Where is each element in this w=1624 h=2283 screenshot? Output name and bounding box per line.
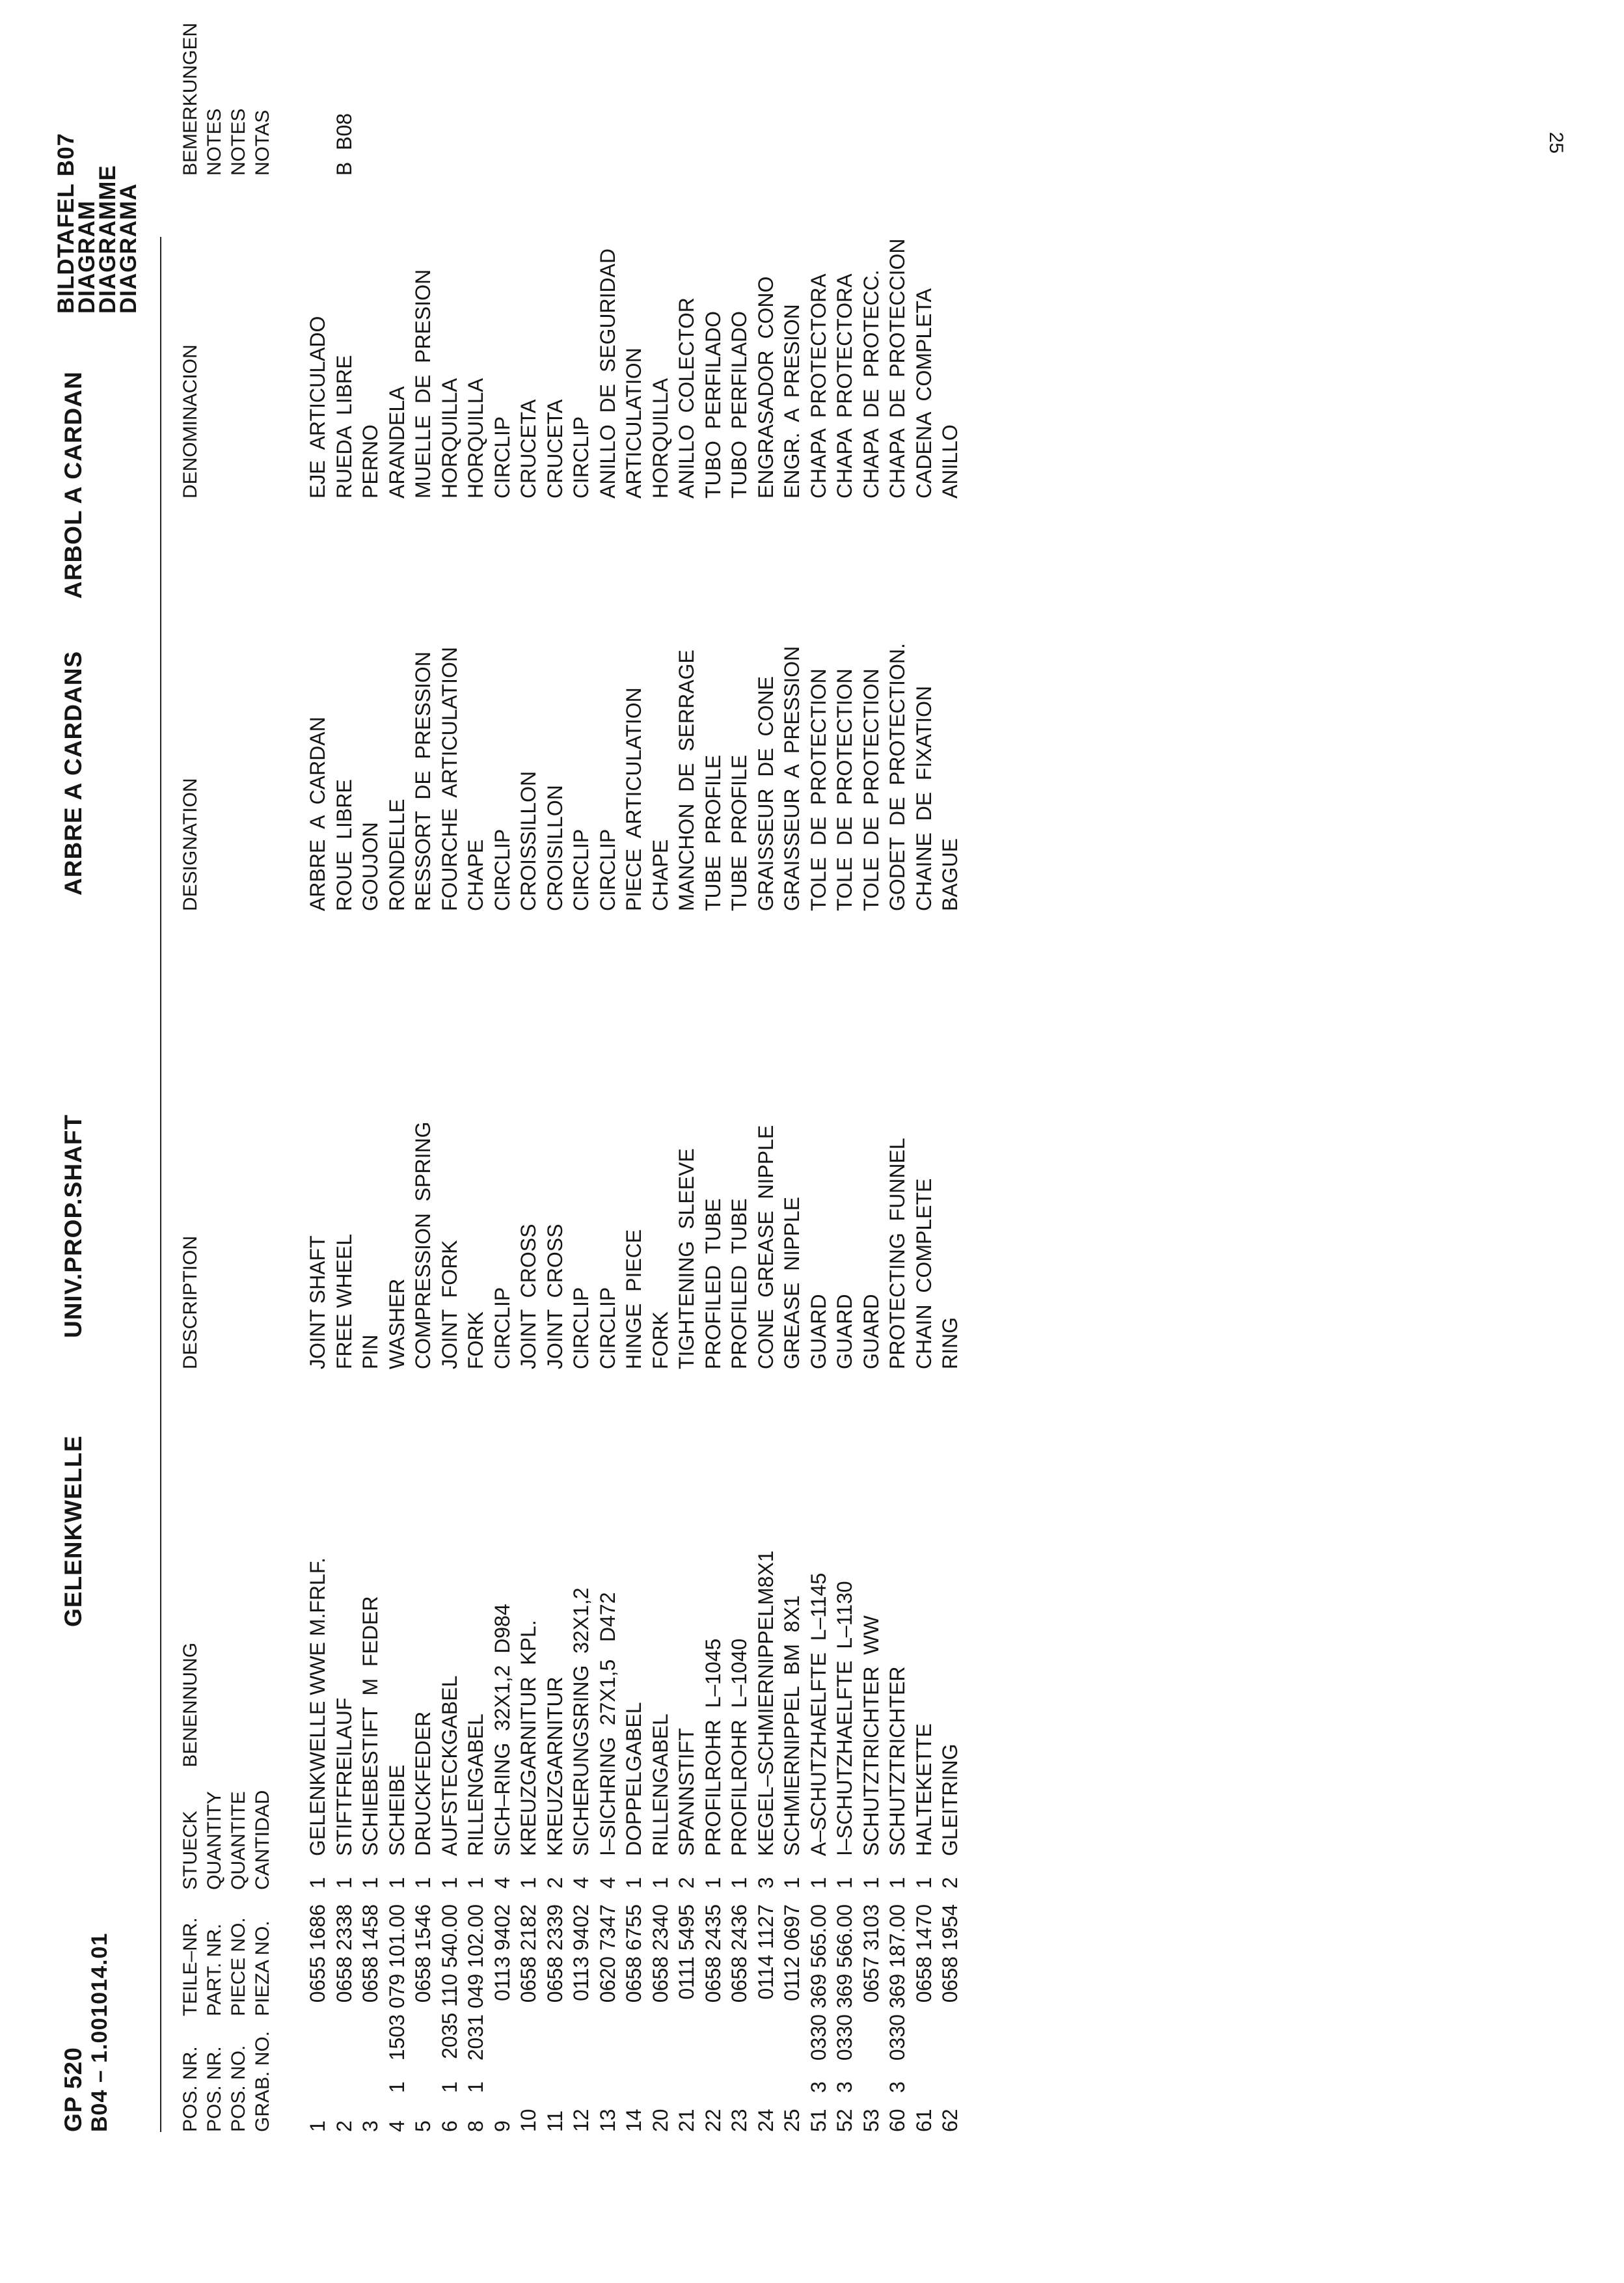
group-number: 1 xyxy=(385,2081,409,2093)
document-code: B04 – 1.001014.01 xyxy=(87,1932,112,2132)
denominacion-spanish: HORQUILLA xyxy=(648,378,672,499)
diagram-label-de: BILDTAFEL B07 xyxy=(53,132,79,314)
position-number: 20 xyxy=(648,2109,672,2132)
part-number: 0330 369 187.00 xyxy=(886,1904,909,2061)
designation-french: ROUE LIBRE xyxy=(332,779,356,911)
diagram-reference xyxy=(53,132,141,314)
denominacion-spanish: ANILLO xyxy=(938,424,962,499)
diagram-label-en: DIAGRAM xyxy=(74,200,100,314)
description-english: WASHER xyxy=(385,1278,409,1369)
part-number: 0658 2339 xyxy=(543,1904,567,2003)
description-english: FREE WHEEL xyxy=(332,1233,356,1369)
column-header-designation-label: DESIGNATION xyxy=(180,778,201,911)
designation-french: CROISILLON xyxy=(543,785,567,911)
denominacion-spanish: CRUCETA xyxy=(517,399,540,499)
description-english: PIN xyxy=(359,1334,382,1369)
title-french: ARBRE A CARDANS xyxy=(60,650,87,895)
quantity: 2 xyxy=(543,1877,567,1889)
quantity: 4 xyxy=(569,1877,593,1889)
name-german: DRUCKFEDER xyxy=(411,1711,435,1856)
name-german: GELENKWELLE WWE M.FRLF. xyxy=(306,1557,329,1856)
part-number: 0658 2436 xyxy=(727,1904,751,2003)
quantity: 1 xyxy=(622,1877,645,1889)
name-german: SICHERUNGSRING 32X1,2 xyxy=(569,1587,593,1856)
designation-french: CROISSILLON xyxy=(517,771,540,911)
part-number: 0655 1686 xyxy=(306,1904,329,2003)
part-number: 0113 9402 xyxy=(490,1904,514,2001)
column-header-notes-es: NOTAS xyxy=(252,109,273,176)
denominacion-spanish: MUELLE DE PRESION xyxy=(411,269,435,499)
designation-french: CHAPE xyxy=(464,839,487,911)
position-number: 8 xyxy=(464,2120,487,2132)
column-header-denominacion-label: DENOMINACION xyxy=(180,344,201,499)
group-number: 3 xyxy=(806,2081,830,2093)
quantity: 1 xyxy=(886,1877,909,1889)
description-english: GREASE NIPPLE xyxy=(780,1197,804,1369)
description-english: CIRCLIP xyxy=(595,1287,619,1369)
description-english: PROFILED TUBE xyxy=(727,1198,751,1369)
quantity: 1 xyxy=(517,1877,540,1889)
denominacion-spanish: ENGRASADOR CONO xyxy=(753,276,778,499)
designation-french: TOLE DE PROTECTION xyxy=(833,668,856,911)
designation-french: BAGUE xyxy=(938,838,962,911)
group-number: 1 xyxy=(464,2081,487,2093)
designation-french: TOLE DE PROTECTION xyxy=(806,668,830,911)
description-english: JOINT CROSS xyxy=(543,1224,567,1369)
column-header-quantity-en: QUANTITY xyxy=(204,1791,225,1890)
designation-french: MANCHON DE SERRAGE xyxy=(675,649,698,911)
quantity: 1 xyxy=(359,1877,382,1889)
part-number: 1503 079 101.00 xyxy=(385,1904,409,2061)
name-german: STIFTFREILAUF xyxy=(332,1697,356,1856)
part-number: 0112 0697 xyxy=(780,1904,804,2001)
description-english: JOINT SHAFT xyxy=(306,1235,329,1369)
part-number: 0658 2340 xyxy=(648,1904,672,2003)
column-header-part-fr: PIECE NO. xyxy=(228,1917,249,2016)
name-german: GLEITRING xyxy=(938,1743,962,1856)
denominacion-spanish: CIRCLIP xyxy=(490,416,514,499)
quantity: 1 xyxy=(648,1877,672,1889)
name-german: PROFILROHR L–1040 xyxy=(727,1638,751,1856)
designation-french: FOURCHE ARTICULATION xyxy=(437,647,461,911)
part-number: 0114 1127 xyxy=(753,1904,778,2000)
denominacion-spanish: CADENA COMPLETA xyxy=(912,288,936,499)
description-english: TIGHTENING SLEEVE xyxy=(675,1148,698,1369)
designation-french: GODET DE PROTECTION. xyxy=(886,643,909,911)
quantity: 4 xyxy=(490,1877,514,1889)
description-english: HINGE PIECE xyxy=(622,1229,645,1369)
column-header-quantity-de: STUECK BENENNUNG xyxy=(180,1642,201,1890)
quantity: 1 xyxy=(437,1877,461,1889)
designation-french: ARBRE A CARDAN xyxy=(306,717,329,911)
model-title: GP 520 xyxy=(60,2047,87,2132)
column-header-notes-de: BEMERKUNGEN xyxy=(180,22,201,176)
name-german: I–SICHRING 27X1,5 D472 xyxy=(595,1592,619,1856)
name-german: KREUZGARNITUR xyxy=(543,1676,567,1856)
quantity: 3 xyxy=(753,1877,778,1889)
description-english: PROFILED TUBE xyxy=(701,1198,725,1369)
name-german: RILLENGABEL xyxy=(648,1714,672,1856)
column-header-part-de: TEILE–NR. xyxy=(180,1917,201,2016)
description-english: GUARD xyxy=(806,1294,830,1369)
part-number: 0658 2182 xyxy=(517,1904,540,2003)
part-number: 0658 1954 xyxy=(938,1904,962,2003)
column-header-pos-de: POS. NR. xyxy=(180,2046,201,2132)
part-number: 0658 2338 xyxy=(332,1904,356,2003)
description-english: RING xyxy=(938,1317,962,1369)
denominacion-spanish: PERNO xyxy=(359,424,382,499)
position-number: 12 xyxy=(569,2109,593,2132)
position-number: 1 xyxy=(306,2120,329,2132)
denominacion-spanish: ANILLO DE SEGURIDAD xyxy=(595,248,619,499)
position-number: 25 xyxy=(780,2109,804,2132)
column-header-pos-fr: POS. NO. xyxy=(228,2045,249,2132)
column-header-part-es: PIEZA NO. xyxy=(252,1921,273,2016)
part-number: 0620 7347 xyxy=(595,1904,619,2003)
part-number: 0657 3103 xyxy=(859,1904,883,2003)
denominacion-spanish: HORQUILLA xyxy=(437,378,461,499)
position-number: 11 xyxy=(543,2110,567,2132)
diagram-label-fr: DIAGRAMME xyxy=(95,165,120,314)
column-header-description xyxy=(178,1236,202,1369)
quantity: 4 xyxy=(595,1877,619,1889)
name-german: KREUZGARNITUR KPL. xyxy=(517,1620,540,1856)
name-german: RILLENGABEL xyxy=(464,1714,487,1856)
position-number: 2 xyxy=(332,2120,356,2132)
column-header-description-label: DESCRIPTION xyxy=(180,1235,201,1369)
column-header-quantity xyxy=(178,1643,275,1890)
name-german: SCHIEBESTIFT M FEDER xyxy=(359,1596,382,1856)
quantity: 2 xyxy=(938,1877,962,1889)
denominacion-spanish: CHAPA PROTECTORA xyxy=(833,273,856,499)
designation-french: RESSORT DE PRESSION xyxy=(411,651,435,911)
title-english: UNIV.PROP.SHAFT xyxy=(60,1114,87,1338)
column-header-notes-fr: NOTES xyxy=(228,108,249,176)
title-spanish: ARBOL A CARDAN xyxy=(60,371,87,599)
designation-french: CHAPE xyxy=(648,839,672,911)
part-number: 0658 6755 xyxy=(622,1904,645,2003)
description-english: COMPRESSION SPRING xyxy=(411,1121,435,1369)
position-number: 4 xyxy=(385,2120,409,2132)
group-number: 3 xyxy=(886,2081,909,2093)
designation-french: GOUJON xyxy=(359,822,382,911)
position-number: 3 xyxy=(359,2120,382,2132)
column-header-denominacion xyxy=(178,344,202,499)
denominacion-spanish: ANILLO COLECTOR xyxy=(675,297,698,499)
position-number: 60 xyxy=(886,2109,909,2132)
part-number: 0658 1470 xyxy=(912,1904,936,2003)
column-header-pos-es: GRAB. NO. xyxy=(252,2030,273,2132)
quantity: 1 xyxy=(780,1877,804,1889)
part-number: 0658 1458 xyxy=(359,1904,382,2003)
denominacion-spanish: CHAPA PROTECTORA xyxy=(806,273,830,499)
column-header-quantity-fr: QUANTITE xyxy=(228,1791,249,1890)
quantity: 1 xyxy=(411,1877,435,1889)
quantity: 1 xyxy=(332,1877,356,1889)
column-header-pos-en: POS. NR. xyxy=(204,2046,225,2132)
denominacion-spanish: CHAPA DE PROTECC. xyxy=(859,269,883,499)
denominacion-spanish: TUBO PERFILADO xyxy=(727,310,751,499)
designation-french: GRAISSEUR DE CONE xyxy=(753,676,778,911)
name-german: KEGEL–SCHMIERNIPPELM8X1 xyxy=(753,1550,778,1856)
part-number: 0658 2435 xyxy=(701,1904,725,2003)
part-number: 0113 9402 xyxy=(569,1904,593,2001)
name-german: SPANNSTIFT xyxy=(675,1728,698,1856)
part-number: 2031 049 102.00 xyxy=(464,1904,487,2061)
column-header-notes xyxy=(178,23,275,176)
page-number: 25 xyxy=(1545,131,1567,154)
part-number: 0658 1546 xyxy=(411,1904,435,2003)
denominacion-spanish: TUBO PERFILADO xyxy=(701,310,725,499)
quantity: 1 xyxy=(464,1877,487,1889)
designation-french: RONDELLE xyxy=(385,799,409,911)
designation-french: TUBE PROFILE xyxy=(727,754,751,911)
designation-french: TOLE DE PROTECTION xyxy=(859,668,883,911)
designation-french: CHAINE DE FIXATION xyxy=(912,685,936,911)
description-english: GUARD xyxy=(833,1294,856,1369)
position-number: 5 xyxy=(411,2120,435,2132)
column-header-part xyxy=(178,1917,275,2016)
designation-french: TUBE PROFILE xyxy=(701,754,725,911)
column-header-notes-en: NOTES xyxy=(204,108,225,176)
name-german: I–SCHUTZHAELFTE L–1130 xyxy=(833,1581,856,1856)
column-header-pos xyxy=(178,2031,275,2132)
denominacion-spanish: ENGR. A PRESION xyxy=(780,304,804,499)
part-number: 0330 369 565.00 xyxy=(806,1904,830,2061)
description-english: GUARD xyxy=(859,1294,883,1369)
position-number: 14 xyxy=(622,2109,645,2132)
column-header-designation xyxy=(178,778,202,911)
position-number: 62 xyxy=(938,2109,962,2132)
description-english: CHAIN COMPLETE xyxy=(912,1178,936,1369)
description-english: JOINT FORK xyxy=(437,1240,461,1369)
denominacion-spanish: HORQUILLA xyxy=(464,378,487,499)
quantity: 1 xyxy=(306,1877,329,1889)
denominacion-spanish: CHAPA DE PROTECCION xyxy=(886,238,909,499)
quantity: 2 xyxy=(675,1877,698,1889)
name-german: SCHUTZTRICHTER xyxy=(886,1666,909,1856)
position-number: 51 xyxy=(806,2109,830,2132)
group-number: 1 xyxy=(437,2081,461,2093)
name-german: SCHEIBE xyxy=(385,1764,409,1856)
quantity: 1 xyxy=(912,1877,936,1889)
quantity: 1 xyxy=(859,1877,883,1889)
position-number: 61 xyxy=(912,2109,936,2132)
designation-french: GRAISSEUR A PRESSION xyxy=(780,646,804,911)
designation-french: CIRCLIP xyxy=(569,828,593,911)
title-german: GELENKWELLE xyxy=(60,1435,87,1627)
quantity: 1 xyxy=(727,1877,751,1889)
designation-french: PIECE ARTICULATION xyxy=(622,687,645,911)
position-number: 53 xyxy=(859,2109,883,2132)
name-german: AUFSTECKGABEL xyxy=(437,1675,461,1856)
name-german: SCHMIERNIPPEL BM 8X1 xyxy=(780,1595,804,1856)
quantity: 1 xyxy=(806,1877,830,1889)
position-number: 24 xyxy=(753,2109,778,2132)
part-number: 2035 110 540.00 xyxy=(437,1904,461,2059)
notes: B B08 xyxy=(332,113,356,176)
denominacion-spanish: CRUCETA xyxy=(543,399,567,499)
column-header-quantity-es: CANTIDAD xyxy=(252,1790,273,1890)
position-number: 52 xyxy=(833,2109,856,2132)
header-divider xyxy=(160,237,161,2132)
description-english: CONE GREASE NIPPLE xyxy=(753,1125,778,1369)
name-german: A–SCHUTZHAELFTE L–1145 xyxy=(806,1572,830,1856)
position-number: 23 xyxy=(727,2109,751,2132)
denominacion-spanish: RUEDA LIBRE xyxy=(332,355,356,499)
part-number: 0111 5495 xyxy=(675,1904,698,2000)
description-english: CIRCLIP xyxy=(490,1287,514,1369)
name-german: SCHUTZTRICHTER WW xyxy=(859,1615,883,1856)
position-number: 21 xyxy=(675,2109,698,2132)
position-number: 6 xyxy=(437,2120,461,2132)
designation-french: CIRCLIP xyxy=(595,828,619,911)
name-german: SICH–RING 32X1,2 D984 xyxy=(490,1604,514,1856)
description-english: FORK xyxy=(464,1311,487,1369)
quantity: 1 xyxy=(701,1877,725,1889)
group-number: 3 xyxy=(833,2081,856,2093)
denominacion-spanish: ARTICULATION xyxy=(622,348,645,499)
description-english: CIRCLIP xyxy=(569,1287,593,1369)
denominacion-spanish: ARANDELA xyxy=(385,386,409,499)
name-german: HALTEKETTE xyxy=(912,1723,936,1856)
designation-french: CIRCLIP xyxy=(490,828,514,911)
diagram-label-es: DIAGRAMA xyxy=(116,183,141,314)
column-header-part-en: PART. NR. xyxy=(204,1923,225,2016)
quantity: 1 xyxy=(385,1877,409,1889)
denominacion-spanish: EJE ARTICULADO xyxy=(306,316,329,499)
part-number: 0330 369 566.00 xyxy=(833,1904,856,2061)
position-number: 22 xyxy=(701,2109,725,2132)
description-english: JOINT CROSS xyxy=(517,1224,540,1369)
description-english: PROTECTING FUNNEL xyxy=(886,1138,909,1369)
description-english: FORK xyxy=(648,1311,672,1369)
name-german: DOPPELGABEL xyxy=(622,1702,645,1856)
denominacion-spanish: CIRCLIP xyxy=(569,416,593,499)
position-number: 9 xyxy=(490,2120,514,2132)
position-number: 10 xyxy=(517,2109,540,2132)
position-number: 13 xyxy=(595,2109,619,2132)
quantity: 1 xyxy=(833,1877,856,1889)
name-german: PROFILROHR L–1045 xyxy=(701,1638,725,1856)
